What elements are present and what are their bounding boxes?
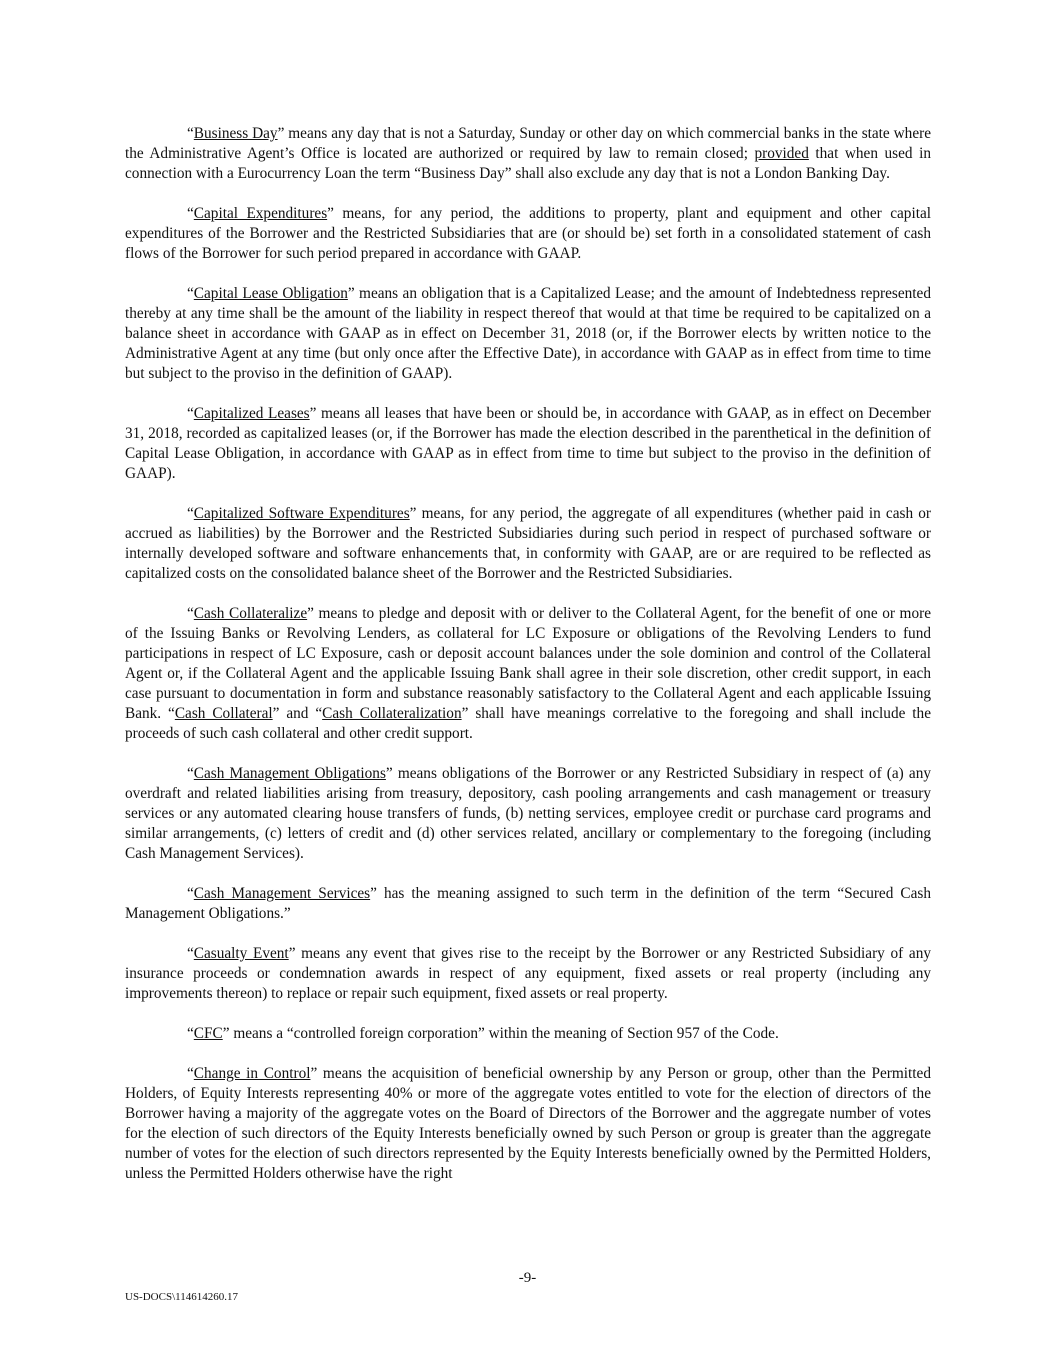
definition-text: ” means, for any period, the aggregate of all expenditures (whether paid in cash or accrued as liabilities) by the Borrower and the Restricted Subsidiaries during such period in respect of purchased software or internally developed software and software enhancements that, in conformity with GAAP, are or are required to be reflected as capitalized costs on the consolidated balance sheet of the Borrower and the Restricted Subsidiaries. — [125, 505, 931, 582]
definition-text: ” means obligations of the Borrower or any Restricted Subsidiary in respect of (a) any overdraft and related liabilities arising from treasury, depository, cash pooling arrangements and cash management or treasury services or any automated clearing house transfers of funds, (b) netting services, employee credit or purchase card programs and similar arrangements, (c) letters of credit and (d) other services related, ancillary or complementary to the foregoing (including Cash Management Services). — [125, 765, 931, 862]
definition-capitalized-software-expenditures — [125, 504, 931, 584]
definition-text: “ — [187, 885, 194, 902]
definition-text: ” means any day that is not a Saturday, Sunday or other day on which commercial banks in the state where the Administrative Agent’s Office is located are authorized or required by law to remain closed; — [125, 125, 931, 162]
definition-text: “ — [187, 285, 194, 302]
definition-text: that when used in connection with a Eurocurrency Loan the term “Business Day” shall also exclude any day that is not a London Banking Day. — [125, 145, 931, 182]
definition-text: “ — [187, 765, 194, 782]
definition-text: ” means a “controlled foreign corporation” within the meaning of Section 957 of the Code. — [222, 1025, 779, 1042]
definition-text: ” means all leases that have been or should be, in accordance with GAAP, as in effect on December 31, 2018, recorded as capitalized leases (or, if the Borrower has made the election described in the parenthetical in the definition of Capital Lease Obligation, in accordance with GAAP as in effect from time to time but subject to the proviso in the definition of GAAP). — [125, 405, 931, 482]
defined-term: Capitalized Leases — [193, 405, 310, 422]
definition-text: “ — [187, 205, 194, 222]
definition-text: ” means the acquisition of beneficial ownership by any Person or group, other than the Permitted Holders, of Equity Interests representing 40% or more of the aggregate votes entitled to vote for the election of directors of the Borrower having a majority of the aggregate votes on the Board of Directors of the Borrower and the aggregate number of votes for the election of such directors of the Equity Interests beneficially owned by such Person or group is greater than the aggregate number of votes for the election of such directors represented by the Equity Interests beneficially owned by the Permitted Holders, unless the Permitted Holders otherwise have the right — [125, 1065, 931, 1182]
definition-capitalized-leases — [125, 404, 931, 484]
defined-term: Capital Expenditures — [193, 205, 328, 222]
defined-term: CFC — [193, 1025, 223, 1042]
definition-text: ” shall have meanings correlative to the foregoing and shall include the proceeds of such cash collateral and other credit support. — [125, 705, 931, 742]
definition-text: “ — [187, 405, 194, 422]
defined-term: Capitalized Software Expenditures — [193, 505, 410, 522]
defined-term: Casualty Event — [193, 945, 289, 962]
definition-text: ” means to pledge and deposit with or deliver to the Collateral Agent, for the benefit of one or more of the Issuing Banks or Revolving Lenders, as collateral for LC Exposure or obligations of the Revolving Lenders to fund participations in respect of LC Exposure, cash or deposit account balances under the sole dominion and control of the Collateral Agent or, if the Collateral Agent and the applicable Issuing Bank shall agree in their sole discretion, other credit support, in each case pursuant to documentation in form and substance reasonably satisfactory to the Collateral Agent and each applicable Issuing Bank. “ — [125, 605, 931, 722]
definition-text: “ — [187, 1025, 194, 1042]
definition-text: “ — [187, 945, 194, 962]
definition-text: ” has the meaning assigned to such term in the definition of the term “Secured Cash Management Obligations.” — [125, 885, 931, 922]
definition-text: ” means an obligation that is a Capitalized Lease; and the amount of Indebtedness represented thereby at any time shall be the amount of the liability in respect thereof that would at that time be required to be capitalized on a balance sheet in accordance with GAAP as in effect on December 31, 2018 (or, if the Borrower elects by written notice to the Administrative Agent at any time (but only once after the Effective Date), in accordance with GAAP as in effect from time to time but subject to the proviso in the definition of GAAP). — [125, 285, 931, 382]
definition-text: ” means, for any period, the additions to property, plant and equipment and other capital expenditures of the Borrower and the Restricted Subsidiaries that are (or should be) set forth in a consolidated statement of cash flows of the Borrower for such period prepared in accordance with GAAP. — [125, 205, 931, 262]
defined-term: Cash Management Services — [193, 885, 371, 902]
definition-casualty-event — [125, 944, 931, 1004]
defined-term: Cash Management Obligations — [193, 765, 386, 782]
page-number: -9- — [518, 1270, 537, 1286]
defined-term: Capital Lease Obligation — [193, 285, 348, 302]
definition-text: “ — [187, 605, 194, 622]
definition-text: “ — [187, 125, 194, 142]
defined-term: Change in Control — [193, 1065, 311, 1082]
document-body — [125, 124, 931, 1204]
document-id: US-DOCS\114614260.17 — [125, 1291, 238, 1303]
definition-cash-management-services — [125, 884, 931, 924]
defined-term: Cash Collateral — [174, 705, 273, 722]
definition-text: “ — [187, 505, 194, 522]
defined-term: Cash Collateralization — [322, 705, 462, 722]
definition-capital-expenditures — [125, 204, 931, 264]
definition-text: ” and “ — [272, 705, 323, 722]
definition-text: “ — [187, 1065, 194, 1082]
defined-term: provided — [754, 145, 809, 162]
definition-text: ” means any event that gives rise to the receipt by the Borrower or any Restricted Subsidiary of any insurance proceeds or condemnation awards in respect of any equipment, fixed assets or real property (including any improvements thereon) to replace or repair such equipment, fixed assets or real property. — [125, 945, 931, 1002]
definition-cfc — [125, 1024, 931, 1044]
defined-term: Business Day — [193, 125, 278, 142]
definition-change-in-control — [125, 1064, 931, 1184]
definition-cash-management-obligations — [125, 764, 931, 864]
definition-capital-lease-obligation — [125, 284, 931, 384]
definition-business-day — [125, 124, 931, 184]
defined-term: Cash Collateralize — [193, 605, 308, 622]
definition-cash-collateralize — [125, 604, 931, 744]
